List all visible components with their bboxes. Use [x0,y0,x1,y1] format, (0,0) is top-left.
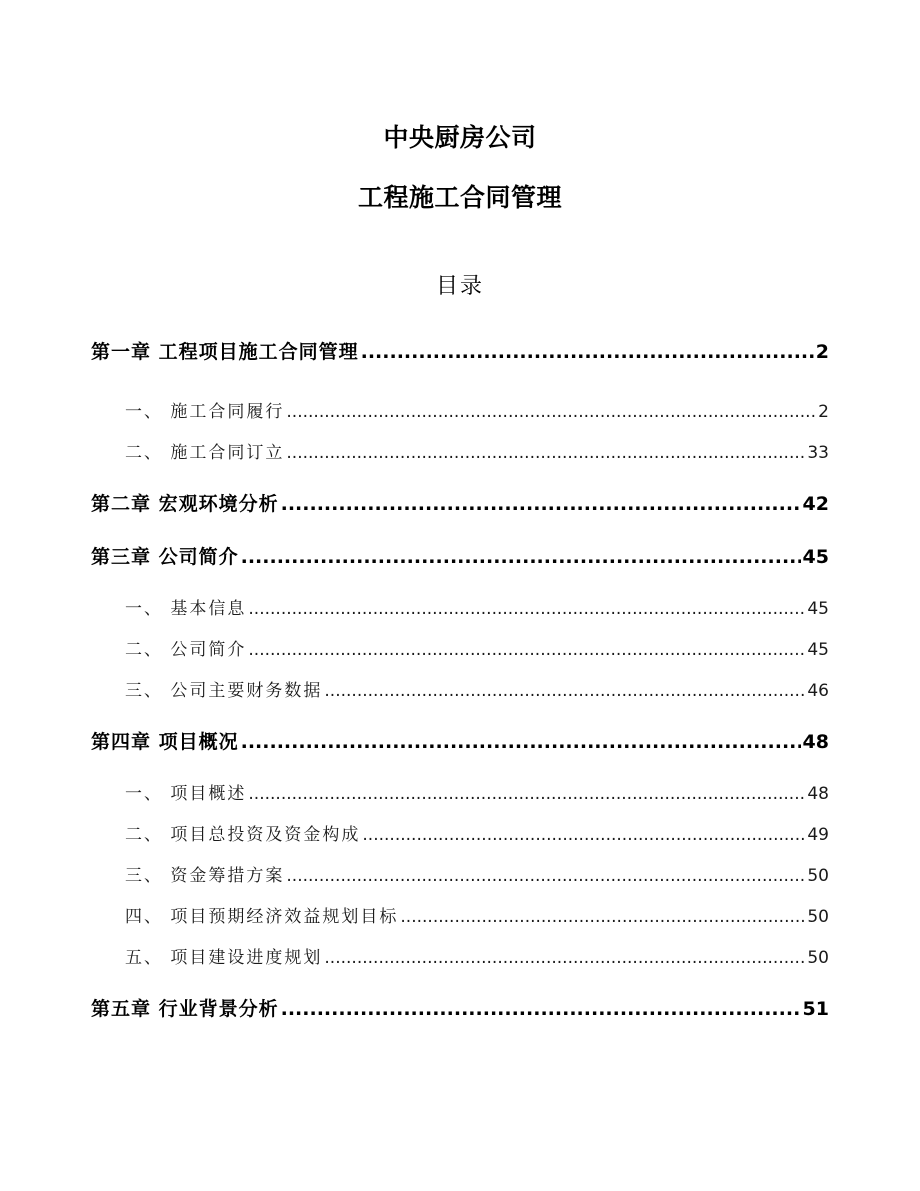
toc-page-number: 45 [807,640,829,660]
toc-section-3-3[interactable] [125,676,829,701]
toc-chapter-2[interactable] [91,489,829,516]
toc-entry-label: 一、 项目概述 [125,784,247,804]
toc-section-4-2[interactable] [125,820,829,845]
toc-entry-label: 二、 项目总投资及资金构成 [125,825,361,845]
toc-leader-dots [400,907,805,927]
toc-page-number: 50 [807,907,829,927]
toc-section-1-2[interactable] [125,438,829,463]
toc-chapter-4[interactable] [91,727,829,754]
toc-leader-dots [324,681,805,701]
toc-page-number: 48 [802,731,829,753]
toc-entry-label: 三、 资金筹措方案 [125,866,285,886]
toc-leader-dots [248,640,805,660]
toc-chapter-5[interactable] [91,994,829,1021]
toc-leader-dots [286,866,805,886]
toc-leader-dots [324,948,805,968]
toc-leader-dots [361,341,814,363]
toc-entry-label: 第二章 宏观环境分析 [91,493,279,515]
toc-section-4-4[interactable] [125,902,829,927]
toc-entry-label: 第一章 工程项目施工合同管理 [91,341,359,363]
toc-leader-dots [362,825,805,845]
toc-page-number: 51 [802,998,829,1020]
toc-page-number: 50 [807,866,829,886]
toc-page-number: 42 [802,493,829,515]
toc-leader-dots [248,784,805,804]
toc-leader-dots [281,998,801,1020]
toc-page-number: 48 [807,784,829,804]
toc-page-number: 50 [807,948,829,968]
toc-entry-label: 一、 基本信息 [125,599,247,619]
toc-entry-label: 四、 项目预期经济效益规划目标 [125,907,399,927]
toc-leader-dots [286,402,816,422]
toc-section-4-3[interactable] [125,861,829,886]
toc-section-3-2[interactable] [125,635,829,660]
toc-entry-label: 第四章 项目概况 [91,731,239,753]
toc-entry-label: 第三章 公司简介 [91,546,239,568]
toc-entry-label: 二、 公司简介 [125,640,247,660]
toc-entry-label: 五、 项目建设进度规划 [125,948,323,968]
toc-leader-dots [241,731,801,753]
toc-section-4-5[interactable] [125,943,829,968]
toc-section-1-1[interactable] [125,397,829,422]
toc-page-number: 46 [807,681,829,701]
toc-entry-label: 一、 施工合同履行 [125,402,285,422]
toc-leader-dots [286,443,805,463]
toc-page-number: 33 [807,443,829,463]
toc-page-number: 2 [815,341,829,363]
toc-entry-label: 三、 公司主要财务数据 [125,681,323,701]
toc-section-3-1[interactable] [125,594,829,619]
toc-page-number: 2 [818,402,829,422]
toc-page-number: 45 [807,599,829,619]
toc-page-number: 49 [807,825,829,845]
toc-chapter-1[interactable] [91,337,829,364]
toc-leader-dots [241,546,801,568]
toc-leader-dots [281,493,801,515]
toc-page-number: 45 [802,546,829,568]
toc-heading: 目录 [435,274,484,299]
toc-entry-label: 二、 施工合同订立 [125,443,285,463]
toc-section-4-1[interactable] [125,779,829,804]
document-subtitle: 工程施工合同管理 [357,183,562,212]
toc-leader-dots [248,599,805,619]
toc-entry-label: 第五章 行业背景分析 [91,998,279,1020]
company-title: 中央厨房公司 [383,123,537,152]
toc-chapter-3[interactable] [91,542,829,569]
